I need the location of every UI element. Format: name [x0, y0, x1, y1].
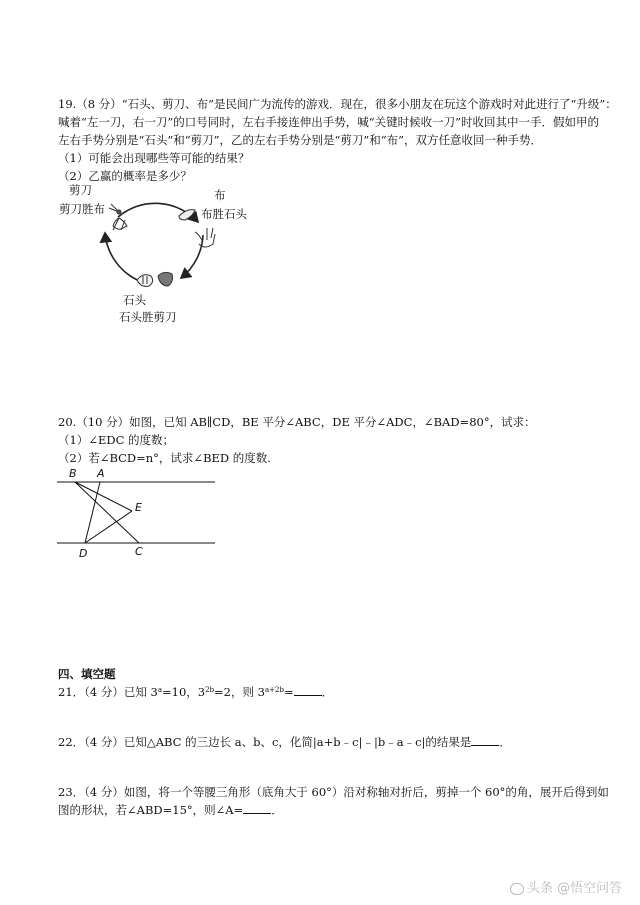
point-a-label: A: [97, 467, 105, 480]
point-d-label: D: [79, 547, 88, 560]
q22-answer-blank[interactable]: [471, 734, 499, 746]
section-4-heading: 四、填空题: [58, 667, 116, 681]
rock-name-label: 石头: [123, 293, 146, 307]
q21-equals: =: [283, 685, 294, 699]
arc-cloth-to-rock: [181, 235, 203, 278]
q21-exp-a-plus-2b: a+2b: [264, 686, 284, 694]
segment-be: [75, 482, 132, 511]
q21-mid2: =2，则 3: [214, 685, 265, 699]
speech-bubble-icon: [510, 883, 524, 895]
watermark-text: 头条 @悟空问答: [527, 881, 623, 896]
cloth-name-label: 布: [214, 188, 226, 202]
q21-mid: =10，3: [162, 685, 206, 699]
q23-line1: 23．（4 分）如图，将一个等腰三角形（底角大于 60°）沿对称轴对折后，剪掉一个 60°的角，展开后得到如: [58, 785, 609, 799]
q20-subquestion-2: （2）若∠BCD=n°，试求∠BED 的度数.: [58, 451, 271, 465]
point-e-label: E: [135, 501, 142, 514]
q19-subquestion-1: （1）可能会出现哪些等可能的结果？: [58, 151, 250, 165]
scissors-name-label: 剪刀: [69, 183, 92, 197]
q20-subquestion-1: （1）∠EDC 的度数；: [58, 433, 175, 447]
q21-pre: 21．（4 分）已知 3: [58, 685, 158, 699]
q21-answer-blank[interactable]: [294, 684, 322, 696]
rock-rule-label: 石头胜剪刀: [119, 310, 177, 324]
q20-line1: 20.（10 分）如图，已知 AB∥CD，BE 平分∠ABC，DE 平分∠ADC，∠BAD=80°，试求：: [58, 415, 536, 429]
q21-end: ．: [321, 685, 334, 699]
point-c-label: C: [135, 545, 143, 558]
q19-subquestion-2: （2）乙赢的概率是多少？: [58, 169, 192, 183]
q23-line2-pre: 图的形状，若∠ABD=15°，则∠A=: [58, 803, 244, 817]
q21-exp-a: a: [157, 686, 163, 694]
watermark-logo: [510, 877, 622, 896]
q22-pre: 22．（4 分）已知△ABC 的三边长 a、b、c，化简|a+b﹣c|﹣|b﹣a﹣c|的结果是: [58, 735, 472, 749]
q22-end: ．: [499, 735, 511, 749]
cloth-rule-label: 布胜石头: [201, 207, 247, 221]
point-b-label: B: [69, 467, 77, 480]
q22-text: [58, 734, 511, 750]
q23-answer-blank[interactable]: [243, 802, 271, 814]
q19-rock-paper-scissors-figure: [55, 180, 270, 330]
q20-parallel-lines-figure: [55, 465, 225, 560]
q21-text: [58, 684, 333, 700]
arc-rock-to-scissors: [105, 233, 142, 282]
scissors-rule-label: 剪刀胜布: [59, 202, 105, 216]
q19-line3: 左右手势分别是“石头”和“剪刀”，乙的左右手势分别是“剪刀”和“布”，双方任意收回一种手势．: [58, 133, 543, 147]
q19-line1: 19.（8 分）“石头、剪刀、布”是民间广为流传的游戏．现在，很多小朋友在玩这个游戏时对此进行了“升级”：: [58, 97, 617, 111]
fist-rock-icon: [137, 272, 173, 286]
q21-exp-2b: 2b: [205, 686, 215, 694]
q23-line2-end: ．: [271, 803, 283, 817]
q19-line2: 喊着“左一刀，右一刀”的口号同时，左右手接连伸出手势，喊“关键时候收一刀”时收回其中一手．假如甲的: [58, 115, 600, 129]
q23-line2: [58, 802, 283, 818]
